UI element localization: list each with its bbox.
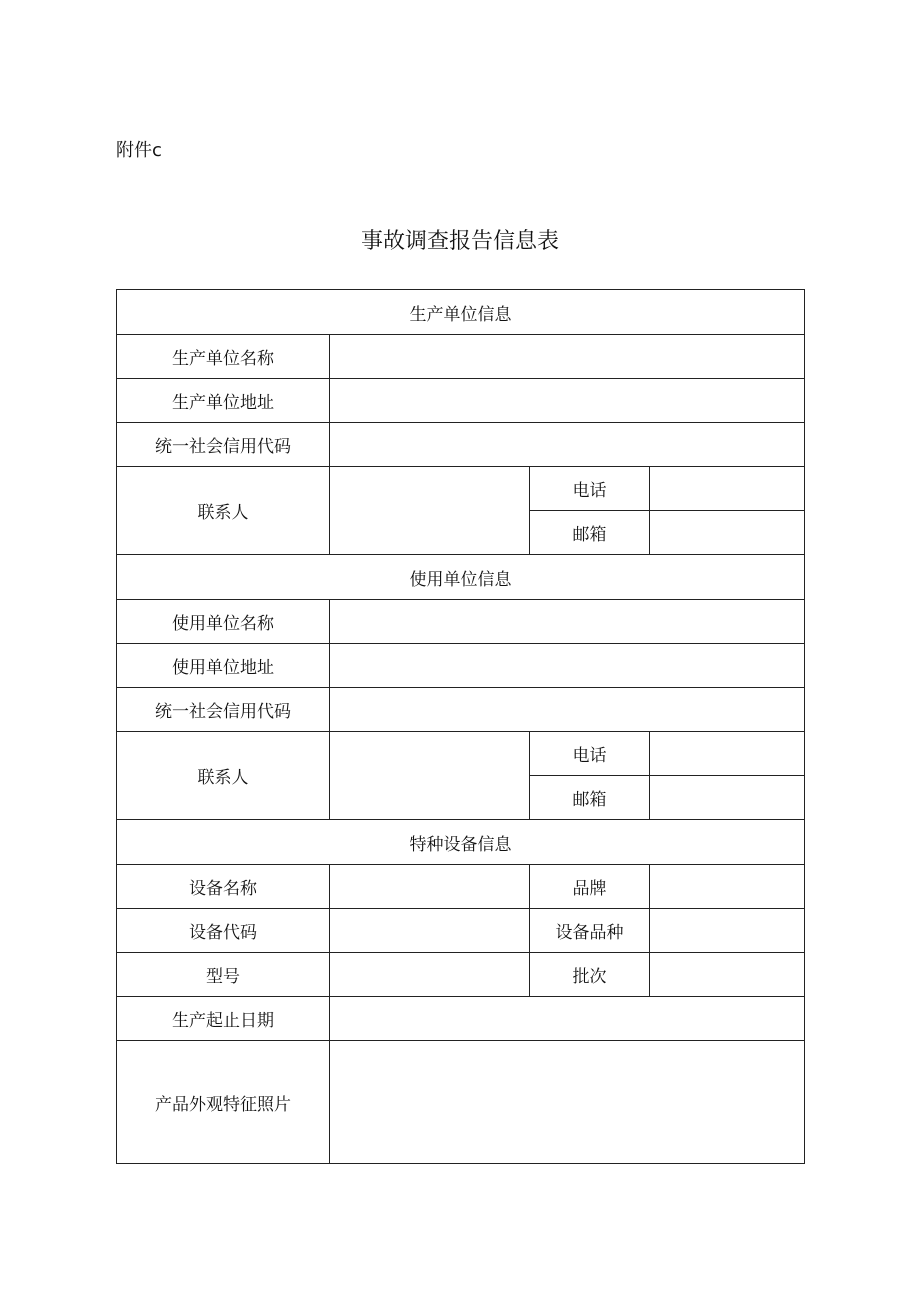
equipment-model-row [117,953,805,997]
user-address-label: 使用单位地址 [117,644,330,688]
producer-email-field[interactable] [650,511,805,555]
equipment-name-label: 设备名称 [117,865,330,909]
producer-section-heading: 生产单位信息 [117,290,805,335]
producer-name-label: 生产单位名称 [117,335,330,379]
equipment-section-row [117,820,805,865]
user-credit-code-row [117,688,805,732]
user-section-row [117,555,805,600]
user-name-label: 使用单位名称 [117,600,330,644]
equipment-variety-field[interactable] [650,909,805,953]
production-period-row [117,997,805,1041]
user-contact-label: 联系人 [117,732,330,820]
user-credit-code-label: 统一社会信用代码 [117,688,330,732]
user-email-field[interactable] [650,776,805,820]
user-address-row [117,644,805,688]
producer-contact-row [117,467,805,511]
producer-contact-field[interactable] [330,467,530,555]
user-phone-field[interactable] [650,732,805,776]
user-phone-label: 电话 [530,732,650,776]
producer-phone-field[interactable] [650,467,805,511]
equipment-brand-field[interactable] [650,865,805,909]
equipment-code-row [117,909,805,953]
equipment-code-label: 设备代码 [117,909,330,953]
user-credit-code-field[interactable] [330,688,805,732]
equipment-brand-label: 品牌 [530,865,650,909]
producer-credit-code-label: 统一社会信用代码 [117,423,330,467]
appearance-photo-field[interactable] [330,1041,805,1164]
equipment-name-field[interactable] [330,865,530,909]
equipment-model-field[interactable] [330,953,530,997]
producer-email-label: 邮箱 [530,511,650,555]
producer-credit-code-row [117,423,805,467]
user-name-row [117,600,805,644]
producer-address-field[interactable] [330,379,805,423]
annex-label: 附件c [116,140,162,161]
equipment-batch-field[interactable] [650,953,805,997]
producer-address-row [117,379,805,423]
equipment-model-label: 型号 [117,953,330,997]
appearance-photo-label: 产品外观特征照片 [117,1041,330,1164]
user-email-label: 邮箱 [530,776,650,820]
producer-credit-code-field[interactable] [330,423,805,467]
producer-phone-label: 电话 [530,467,650,511]
production-period-field[interactable] [330,997,805,1041]
user-name-field[interactable] [330,600,805,644]
equipment-code-field[interactable] [330,909,530,953]
equipment-section-heading: 特种设备信息 [117,820,805,865]
user-contact-field[interactable] [330,732,530,820]
equipment-name-row [117,865,805,909]
appearance-photo-row [117,1041,805,1164]
equipment-variety-label: 设备品种 [530,909,650,953]
producer-section-row [117,290,805,335]
user-contact-row [117,732,805,776]
user-section-heading: 使用单位信息 [117,555,805,600]
accident-report-form [116,289,805,1164]
production-period-label: 生产起止日期 [117,997,330,1041]
user-address-field[interactable] [330,644,805,688]
producer-name-field[interactable] [330,335,805,379]
producer-address-label: 生产单位地址 [117,379,330,423]
equipment-batch-label: 批次 [530,953,650,997]
producer-name-row [117,335,805,379]
form-title: 事故调查报告信息表 [360,229,559,254]
producer-contact-label: 联系人 [117,467,330,555]
